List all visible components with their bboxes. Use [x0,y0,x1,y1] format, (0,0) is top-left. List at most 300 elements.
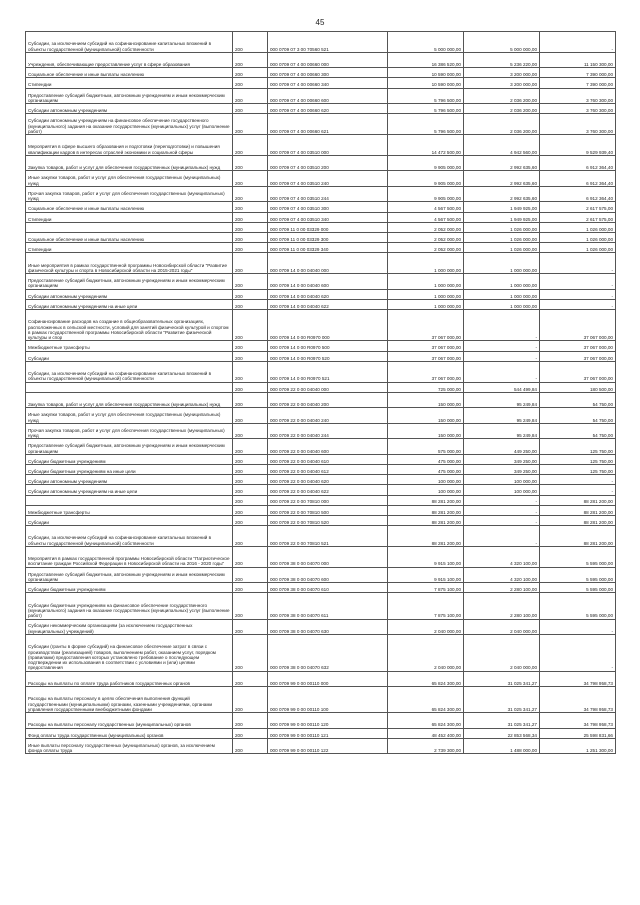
cell-org: 200 [233,382,268,392]
cell-org: 200 [233,495,268,505]
cell-plan: 88 281 200,00 [388,495,464,505]
cell-done: - [464,361,540,382]
cell-code: 000 0709 22 0 00 04040 610 [268,454,388,464]
cell-code: 000 0709 22 0 00 04040 244 [268,423,388,439]
cell-code: 000 0709 99 0 00 00110 122 [268,738,388,754]
cell-done: 5 236 220,00 [464,52,540,68]
cell-rest: 6 912 364,40 [540,186,616,202]
cell-plan: 4 567 500,00 [388,202,464,212]
cell-code: 000 0709 22 0 00 70810 000 [268,495,388,505]
table-row [26,114,616,135]
cell-rest: - [540,299,616,309]
cell-done: 1 488 000,00 [464,738,540,754]
cell-done: 4 320 100,00 [464,546,540,567]
cell-org: 200 [233,222,268,232]
cell-plan: 5 796 500,00 [388,104,464,114]
cell-rest: 1 026 000,00 [540,243,616,253]
cell-done: 4 320 100,00 [464,567,540,583]
cell-rest: 37 067 000,00 [540,361,616,382]
cell-done: 95 249,84 [464,392,540,408]
cell-plan: 88 281 200,00 [388,526,464,547]
cell-done: - [464,495,540,505]
cell-plan: 10 590 000,00 [388,78,464,88]
cell-done: 349 250,00 [464,465,540,475]
cell-done: 2 280 100,00 [464,583,540,593]
cell-name [26,222,233,232]
cell-rest: 6 912 364,40 [540,155,616,171]
cell-org: 200 [233,135,268,156]
cell-done: - [464,515,540,525]
cell-code: 000 0709 22 0 00 04040 200 [268,392,388,408]
cell-rest: - [540,619,616,635]
cell-plan: 1 000 000,00 [388,274,464,290]
cell-code: 000 0709 22 0 00 04040 600 [268,439,388,455]
cell-org: 200 [233,212,268,222]
cell-name: Субсидии автономным учреждениям на иные цели [26,299,233,309]
cell-org: 200 [233,583,268,593]
cell-code: 000 0709 14 0 00 04040 620 [268,289,388,299]
cell-done: - [464,351,540,361]
cell-plan: 37 067 000,00 [388,351,464,361]
table-row [26,475,616,485]
cell-org: 200 [233,274,268,290]
cell-name: Субсидии автономным учреждениям на финансовое обеспечение государственного (муниципального) задания на оказание государственных (муниципальных) услуг (выполнение работ) [26,114,233,135]
table-row [26,202,616,212]
cell-org: 200 [233,392,268,408]
cell-plan: 48 452 400,00 [388,728,464,738]
cell-plan: 37 067 000,00 [388,361,464,382]
cell-org: 200 [233,155,268,171]
cell-rest: - [540,485,616,495]
table-row [26,619,616,635]
cell-done: 349 250,00 [464,454,540,464]
cell-rest: 37 067 000,00 [540,341,616,351]
cell-code: 000 0709 07 4 00 03510 240 [268,171,388,187]
cell-plan: 2 052 000,00 [388,233,464,243]
cell-name: Субсидии [26,351,233,361]
cell-rest: 5 595 000,00 [540,583,616,593]
page-number: 45 [315,18,325,27]
cell-code: 000 0709 22 0 00 04040 000 [268,382,388,392]
table-row [26,289,616,299]
cell-plan: 5 796 500,00 [388,88,464,104]
table-row [26,505,616,515]
cell-plan: 10 590 000,00 [388,68,464,78]
cell-name: Предоставление субсидий бюджетным, автономным учреждениям и иным некоммерческим организациям [26,88,233,104]
cell-name: Субсидии некоммерческим организациям (за исключением государственных (муниципальных) учреждений) [26,619,233,635]
cell-plan: 725 000,00 [388,382,464,392]
cell-plan: 575 000,00 [388,439,464,455]
table-row [26,310,616,341]
cell-org: 200 [233,546,268,567]
cell-name: Стипендии [26,78,233,88]
cell-code: 000 0709 11 0 00 03329 000 [268,222,388,232]
cell-org: 200 [233,233,268,243]
cell-rest: 88 281 200,00 [540,515,616,525]
table-row [26,485,616,495]
cell-plan: 100 000,00 [388,485,464,495]
cell-name: Субсидии бюджетным учреждениям на финансовое обеспечение государственного (муниципального) задания на оказание государственных (муниципальных) услуг (выполнение работ) [26,593,233,619]
cell-done: 5 000 000,00 [464,32,540,53]
cell-code: 000 0709 38 0 00 04070 600 [268,567,388,583]
cell-plan: 150 000,00 [388,423,464,439]
cell-name: Стипендии [26,243,233,253]
cell-code: 000 0709 38 0 00 04070 632 [268,635,388,672]
table-row [26,465,616,475]
cell-name: Субсидии, за исключением субсидий на софинансирование капитальных вложений в объекты государственной (муниципальной) собственности [26,361,233,382]
cell-done: 2 036 200,00 [464,104,540,114]
cell-code: 000 0709 99 0 00 00110 120 [268,713,388,729]
cell-name: Иные закупки товаров, работ и услуг для обеспечения государственных (муниципальных) нужд [26,171,233,187]
cell-org: 200 [233,68,268,78]
cell-code: 000 0709 07 4 00 00660 620 [268,104,388,114]
table-row [26,212,616,222]
table-row [26,104,616,114]
cell-done: 3 200 000,00 [464,68,540,78]
cell-rest: 34 798 958,73 [540,687,616,713]
cell-done: 31 025 341,27 [464,687,540,713]
cell-rest: 125 750,00 [540,465,616,475]
cell-rest: - [540,32,616,53]
cell-rest: 7 390 000,00 [540,78,616,88]
cell-plan: 65 824 300,00 [388,713,464,729]
cell-name: Прочая закупка товаров, работ и услуг для обеспечения государственных (муниципальных) нужд [26,423,233,439]
cell-code: 000 0709 22 0 00 70810 520 [268,515,388,525]
cell-plan: 2 040 000,00 [388,635,464,672]
cell-done: 1 000 000,00 [464,274,540,290]
cell-org: 200 [233,114,268,135]
cell-org: 200 [233,104,268,114]
cell-org: 200 [233,465,268,475]
cell-name: Мероприятия в сфере высшего образования и подготовки (переподготовки) и повышения квалификации кадров в интересах отраслей экономики и социальной сферы [26,135,233,156]
cell-rest: 125 750,00 [540,439,616,455]
cell-code: 000 0709 07 4 00 00660 000 [268,52,388,68]
cell-done: - [464,341,540,351]
cell-name: Иные выплаты персоналу государственных (муниципальных) органов, за исключением фонда оплаты труда [26,738,233,754]
table-row [26,392,616,408]
table-row [26,243,616,253]
cell-done: - [464,526,540,547]
cell-done: 1 949 925,00 [464,212,540,222]
cell-code: 000 0709 99 0 00 00110 121 [268,728,388,738]
table-row [26,593,616,619]
cell-plan: 100 000,00 [388,475,464,485]
cell-done: 2 280 100,00 [464,593,540,619]
table-row [26,351,616,361]
cell-name: Субсидии, за исключением субсидий на софинансирование капитальных вложений в объекты государственной (муниципальной) собственности [26,32,233,53]
table-row [26,361,616,382]
table-row [26,341,616,351]
cell-name: Межбюджетные трансферты [26,341,233,351]
cell-plan: 5 000 000,00 [388,32,464,53]
cell-org: 200 [233,243,268,253]
cell-plan: 1 000 000,00 [388,253,464,274]
cell-plan: 37 067 000,00 [388,310,464,341]
table-row [26,515,616,525]
cell-org: 200 [233,289,268,299]
cell-done: 2 040 000,00 [464,635,540,672]
cell-done: 31 025 341,27 [464,671,540,687]
cell-code: 000 0709 11 0 00 03329 300 [268,233,388,243]
cell-code: 000 0709 22 0 00 04040 620 [268,475,388,485]
cell-code: 000 0709 14 0 00 R0970 521 [268,361,388,382]
cell-name: Прочая закупка товаров, работ и услуг для обеспечения государственных (муниципальных) нужд [26,186,233,202]
table-row [26,78,616,88]
cell-code: 000 0709 07 4 00 00660 600 [268,88,388,104]
cell-plan: 9 915 100,00 [388,567,464,583]
cell-rest: - [540,274,616,290]
cell-rest: 1 026 000,00 [540,222,616,232]
cell-rest: 34 798 958,73 [540,713,616,729]
cell-name: Субсидии (гранты в форме субсидий) на финансовое обеспечение затрат в связи с производством (реализацией) товаров, выполнением работ, оказанием услуг, порядком (правилами) предоставления которых установлено требование о последующем подтверждении их использования в соответствии с условиями и (или) целями предоставления [26,635,233,672]
cell-code: 000 0709 22 0 00 04040 622 [268,485,388,495]
cell-plan: 150 000,00 [388,408,464,424]
table-row [26,687,616,713]
cell-code: 000 0709 07 4 00 03510 000 [268,135,388,156]
cell-code: 000 0709 99 0 00 00110 100 [268,687,388,713]
cell-plan: 475 000,00 [388,454,464,464]
cell-done: 95 249,84 [464,408,540,424]
cell-code: 000 0709 22 0 00 04040 240 [268,408,388,424]
cell-code: 000 0709 07 3 00 70560 521 [268,32,388,53]
cell-plan: 1 000 000,00 [388,299,464,309]
cell-org: 200 [233,567,268,583]
cell-rest: 125 750,00 [540,454,616,464]
table-row [26,671,616,687]
cell-done: 1 949 925,00 [464,202,540,212]
cell-name: Расходы на выплаты персоналу в целях обеспечения выполнения функций государственными (муниципальными) органами, казенными учреждениями, органами управления государственными внебюджетными фондами [26,687,233,713]
table-row [26,583,616,593]
table-row [26,171,616,187]
cell-org: 200 [233,635,268,672]
cell-org: 200 [233,186,268,202]
cell-done: 1 000 000,00 [464,289,540,299]
cell-plan: 7 875 100,00 [388,583,464,593]
budget-execution-table [25,31,616,754]
cell-name: Софинансирование расходов на создание в общеобразовательных организациях, расположенных в сельской местности, условий для занятий физической культурой и спортом в рамках государственной программы Новосибирской области "Развитие физической культуры и спор [26,310,233,341]
cell-code: 000 0709 07 4 00 03510 300 [268,202,388,212]
cell-rest: 2 617 575,00 [540,202,616,212]
cell-name: Субсидии автономным учреждениям на иные цели [26,485,233,495]
cell-rest: 7 390 000,00 [540,68,616,78]
cell-rest: 3 760 300,00 [540,114,616,135]
cell-rest: 2 617 575,00 [540,212,616,222]
cell-name: Субсидии автономным учреждениям [26,475,233,485]
table-row [26,408,616,424]
cell-done: 2 992 635,60 [464,186,540,202]
table-row [26,274,616,290]
cell-org: 200 [233,526,268,547]
table-row [26,135,616,156]
cell-rest: 88 281 200,00 [540,526,616,547]
cell-done: 22 853 568,34 [464,728,540,738]
cell-plan: 9 905 000,00 [388,186,464,202]
cell-plan: 9 905 000,00 [388,171,464,187]
cell-rest: - [540,475,616,485]
cell-rest: 3 760 300,00 [540,104,616,114]
cell-org: 200 [233,593,268,619]
cell-plan: 14 472 500,00 [388,135,464,156]
cell-done: 1 000 000,00 [464,253,540,274]
table-row [26,738,616,754]
cell-plan: 65 824 300,00 [388,671,464,687]
cell-name: Расходы на выплаты по оплате труда работников государственных органов [26,671,233,687]
table-row [26,88,616,104]
cell-org: 200 [233,310,268,341]
cell-plan: 2 040 000,00 [388,619,464,635]
cell-code: 000 0709 38 0 00 04070 630 [268,619,388,635]
cell-done: 2 992 635,60 [464,171,540,187]
cell-name: Фонд оплаты труда государственных (муниципальных) органов [26,728,233,738]
cell-name: Социальное обеспечение и иные выплаты населению [26,68,233,78]
cell-plan: 2 052 000,00 [388,243,464,253]
table-row [26,439,616,455]
cell-rest: - [540,253,616,274]
cell-name: Иные закупки товаров, работ и услуг для обеспечения государственных (муниципальных) нужд [26,408,233,424]
cell-name: Учреждения, обеспечивающие предоставление услуг в сфере образования [26,52,233,68]
cell-rest: 37 067 000,00 [540,351,616,361]
cell-done: 100 000,00 [464,475,540,485]
cell-rest: 25 598 831,66 [540,728,616,738]
cell-done: 95 249,84 [464,423,540,439]
cell-name: Межбюджетные трансферты [26,505,233,515]
table-row [26,635,616,672]
cell-org: 200 [233,171,268,187]
cell-plan: 2 052 000,00 [388,222,464,232]
cell-org: 200 [233,454,268,464]
cell-code: 000 0709 22 0 00 70810 521 [268,526,388,547]
cell-name: Субсидии автономным учреждениям [26,104,233,114]
cell-plan: 1 000 000,00 [388,289,464,299]
cell-code: 000 0709 11 0 00 03329 340 [268,243,388,253]
cell-org: 200 [233,253,268,274]
cell-rest: 88 281 200,00 [540,495,616,505]
cell-code: 000 0709 38 0 00 04070 610 [268,583,388,593]
cell-rest: - [540,289,616,299]
cell-plan: 88 281 200,00 [388,505,464,515]
table-row [26,68,616,78]
cell-rest: 54 750,00 [540,408,616,424]
cell-name: Расходы на выплаты персоналу государственных (муниципальных) органов [26,713,233,729]
cell-rest: 5 595 000,00 [540,593,616,619]
cell-org: 200 [233,505,268,515]
cell-org: 200 [233,361,268,382]
cell-code: 000 0709 14 0 00 04040 000 [268,253,388,274]
cell-org: 200 [233,78,268,88]
cell-org: 200 [233,439,268,455]
cell-name [26,382,233,392]
table-row [26,382,616,392]
cell-done: 31 025 341,27 [464,713,540,729]
cell-org: 200 [233,728,268,738]
cell-name: Субсидии, за исключением субсидий на софинансирование капитальных вложений в объекты государственной (муниципальной) собственности [26,526,233,547]
cell-rest: 5 595 000,00 [540,567,616,583]
cell-rest: 88 281 200,00 [540,505,616,515]
cell-code: 000 0709 22 0 00 04040 612 [268,465,388,475]
cell-name: Закупка товаров, работ и услуг для обеспечения государственных (муниципальных) нужд [26,392,233,408]
cell-done: 544 499,84 [464,382,540,392]
cell-org: 200 [233,202,268,212]
cell-name: Предоставление субсидий бюджетным, автономным учреждениям и иным некоммерческим организациям [26,567,233,583]
table-row [26,423,616,439]
cell-done: 2 036 200,00 [464,88,540,104]
cell-done: 1 000 000,00 [464,299,540,309]
cell-rest: 1 026 000,00 [540,233,616,243]
cell-rest: 180 500,00 [540,382,616,392]
cell-plan: 88 281 200,00 [388,515,464,525]
cell-code: 000 0709 14 0 00 04040 600 [268,274,388,290]
cell-code: 000 0709 14 0 00 R0970 000 [268,310,388,341]
cell-org: 200 [233,619,268,635]
cell-rest: - [540,635,616,672]
cell-code: 000 0709 38 0 00 04070 000 [268,546,388,567]
table-row [26,495,616,505]
cell-org: 200 [233,423,268,439]
table-row [26,233,616,243]
cell-org: 200 [233,713,268,729]
cell-name: Субсидии бюджетным учреждениям на иные цели [26,465,233,475]
cell-org: 200 [233,351,268,361]
cell-org: 200 [233,475,268,485]
cell-plan: 4 567 500,00 [388,212,464,222]
table-row [26,454,616,464]
cell-org: 200 [233,32,268,53]
cell-code: 000 0709 14 0 00 R0970 520 [268,351,388,361]
cell-done: 2 992 635,60 [464,155,540,171]
cell-done: 1 026 000,00 [464,222,540,232]
cell-code: 000 0709 07 4 00 00660 340 [268,78,388,88]
cell-done: 1 026 000,00 [464,243,540,253]
cell-plan: 16 386 520,00 [388,52,464,68]
cell-name: Иные мероприятия в рамках государственной программы Новосибирской области "Развитие физической культуры и спорта в Новосибирской области на 2015-2021 годы" [26,253,233,274]
table-row [26,186,616,202]
cell-rest: 6 912 364,40 [540,171,616,187]
table-row [26,567,616,583]
cell-rest: 34 798 958,73 [540,671,616,687]
cell-done: 4 942 560,00 [464,135,540,156]
cell-org: 200 [233,738,268,754]
table-row [26,546,616,567]
cell-rest: 37 067 000,00 [540,310,616,341]
cell-org: 200 [233,687,268,713]
cell-code: 000 0709 99 0 00 00110 000 [268,671,388,687]
cell-rest: 9 529 939,40 [540,135,616,156]
cell-done: 2 040 000,00 [464,619,540,635]
cell-code: 000 0709 14 0 00 04040 622 [268,299,388,309]
cell-rest: 5 595 000,00 [540,546,616,567]
cell-name: Стипендии [26,212,233,222]
cell-plan: 65 824 300,00 [388,687,464,713]
cell-name: Предоставление субсидий бюджетным, автономным учреждениям и иным некоммерческим организациям [26,274,233,290]
table-row [26,728,616,738]
cell-rest: 3 760 300,00 [540,88,616,104]
cell-done: 100 000,00 [464,485,540,495]
table-row [26,713,616,729]
cell-rest: 1 251 300,00 [540,738,616,754]
cell-org: 200 [233,671,268,687]
cell-code: 000 0709 07 4 00 03510 244 [268,186,388,202]
table-row [26,32,616,53]
cell-org: 200 [233,408,268,424]
cell-name: Субсидии бюджетным учреждениям [26,454,233,464]
cell-org: 200 [233,341,268,351]
cell-code: 000 0709 07 4 00 00660 621 [268,114,388,135]
cell-name: Субсидии автономным учреждениям [26,289,233,299]
table-row [26,222,616,232]
table-row [26,299,616,309]
cell-name: Социальное обеспечение и иные выплаты населению [26,202,233,212]
cell-code: 000 0709 07 4 00 03510 340 [268,212,388,222]
